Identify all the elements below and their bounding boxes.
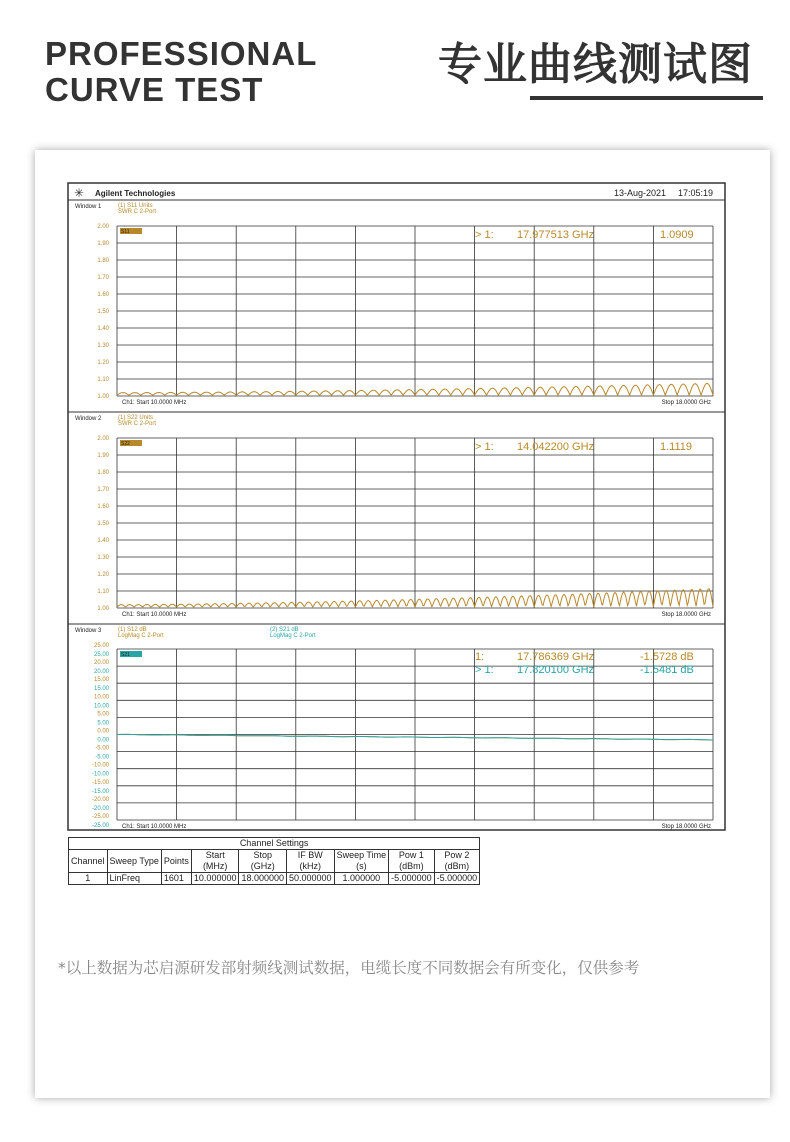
channel-settings-table: [68, 837, 480, 885]
header-line2: (MHz): [202, 861, 228, 871]
agilent-logo-icon: ✳: [74, 186, 85, 200]
header-line2: (dBm): [444, 861, 470, 871]
header-line2: (dBm): [399, 861, 424, 871]
header-line1: Pow 2: [444, 850, 470, 860]
y-tick-label: 2.00: [97, 436, 109, 442]
y-tick-label: 1.00: [97, 394, 109, 400]
table-row: [69, 873, 480, 885]
title-cn: 专业曲线测试图: [438, 39, 753, 90]
trace-format: SWR C 2-Port: [118, 209, 157, 215]
table-cell: 1.000000: [334, 873, 389, 885]
y-tick-label: 2.00: [97, 224, 109, 230]
table-cell: 1601: [161, 873, 191, 885]
header-line1: Sweep Type: [109, 855, 159, 866]
table-cell: -5.000000: [434, 873, 480, 885]
table-title: Channel Settings: [69, 838, 480, 850]
start-label: Ch1: Start 10.0000 MHz: [122, 612, 187, 618]
header-line1: Start: [205, 850, 225, 860]
y-tick-label: 25.00: [93, 643, 109, 649]
title-en-line2: CURVE TEST: [45, 71, 264, 108]
y-tick-label-2: 25.00: [93, 652, 109, 658]
table-cell: 18.000000: [239, 873, 287, 885]
y-tick-label: 1.50: [97, 309, 109, 315]
table-header-cell: [239, 850, 287, 873]
header-line1: Points: [163, 855, 189, 866]
header-line1: IF BW: [297, 850, 323, 860]
table-header-cell: [107, 850, 161, 873]
marker-value: -1.5728 dB: [640, 651, 694, 663]
table-header-cell: [389, 850, 435, 873]
marker-label: > 1:: [475, 441, 494, 453]
y-tick-label-2: 15.00: [93, 686, 109, 693]
y-tick-label-2: 5.00: [97, 720, 109, 727]
y-tick-label: 1.70: [97, 487, 109, 493]
trace-label: (1) S12 dB: [118, 627, 147, 633]
y-tick-label: 1.70: [97, 275, 109, 281]
date: 13-Aug-2021: [614, 188, 667, 198]
start-label: Ch1: Start 10.0000 MHz: [122, 400, 187, 406]
y-tick-label: 15.00: [93, 677, 109, 684]
table-cell: 10.000000: [191, 873, 239, 885]
y-tick-label: 1.90: [97, 453, 109, 459]
y-tick-label: 1.60: [97, 504, 109, 510]
y-tick-label-2: -10.00: [91, 771, 109, 778]
y-tick-label: 5.00: [97, 711, 109, 718]
header-line2: (kHz): [299, 861, 322, 871]
y-tick-label: 1.20: [97, 572, 109, 578]
table-header-cell: [161, 850, 191, 873]
table-header-cell: [69, 850, 108, 873]
y-tick-label: 1.30: [97, 555, 109, 561]
header-line1: Sweep Time: [336, 850, 387, 860]
y-tick-label: -25.00: [91, 814, 109, 820]
y-tick-label: -15.00: [91, 779, 109, 786]
marker-freq: 14.042200 GHz: [517, 441, 595, 453]
y-tick-label: 0.00: [97, 728, 109, 735]
y-tick-label: -5.00: [95, 745, 109, 752]
footnote: *以上数据为芯启源研发部射频线测试数据，电缆长度不同数据会有所变化，仅供参考: [58, 959, 640, 977]
trace-label: (1) S11 Units: [118, 203, 153, 209]
y-tick-label-2: 10.00: [93, 703, 109, 710]
table-header-cell: [191, 850, 239, 873]
marker-value: -1.5481 dB: [640, 664, 694, 676]
stop-label: Stop 18.0000 GHz: [661, 400, 711, 406]
trace2-label: (2) S21 dB: [270, 627, 299, 633]
marker-label: > 1:: [475, 229, 494, 241]
y-tick-label-2: 20.00: [93, 669, 109, 676]
header-line2: (s): [356, 861, 367, 871]
y-tick-label: 1.40: [97, 538, 109, 544]
y-tick-label: 1.00: [97, 606, 109, 612]
y-tick-label: 1.10: [97, 377, 109, 383]
y-tick-label: -10.00: [91, 762, 109, 769]
marker-freq: 17.977513 GHz: [517, 229, 595, 241]
y-tick-label: 1.20: [97, 360, 109, 366]
start-label: Ch1: Start 10.0000 MHz: [122, 824, 187, 830]
table-header-cell: [434, 850, 480, 873]
table-cell: 50.000000: [287, 873, 335, 885]
trace2-format: LogMag C 2-Port: [270, 633, 316, 639]
y-tick-label: 1.30: [97, 343, 109, 349]
y-tick-label-2: 0.00: [97, 737, 109, 744]
table-header-cell: [287, 850, 335, 873]
header-line1: Pow 1: [398, 850, 424, 860]
trace-format: SWR C 2-Port: [118, 421, 157, 427]
trace-label: (1) S22 Units: [118, 415, 154, 421]
y-tick-label: 20.00: [93, 660, 109, 667]
table-header-row: [69, 850, 480, 873]
table-cell: LinFreq: [107, 873, 161, 885]
y-tick-label-2: -5.00: [95, 754, 109, 761]
trace-tag-label: S21: [121, 652, 130, 658]
marker-freq: 17.820100 GHz: [517, 664, 595, 676]
y-tick-label: 1.10: [97, 589, 109, 595]
title-en-line1: PROFESSIONAL: [45, 35, 318, 72]
table-header-cell: [334, 850, 389, 873]
y-tick-label: 1.80: [97, 470, 109, 476]
header-line2: (GHz): [250, 861, 275, 871]
trace-tag-label: S22: [121, 441, 130, 447]
header-line1: Stop: [253, 850, 272, 860]
stop-label: Stop 18.0000 GHz: [661, 612, 711, 618]
y-tick-label: 10.00: [93, 694, 109, 701]
marker-freq: 17.786369 GHz: [517, 651, 595, 663]
y-tick-label: 1.90: [97, 241, 109, 247]
table-cell: 1: [69, 873, 108, 885]
marker-label: > 1:: [475, 664, 494, 676]
y-tick-label-2: -25.00: [91, 823, 109, 829]
y-tick-label: 1.80: [97, 258, 109, 264]
window-label: Window 1: [75, 204, 102, 210]
y-tick-label-2: -15.00: [91, 788, 109, 795]
marker-label: 1:: [475, 651, 485, 663]
time: 17:05:19: [678, 188, 714, 198]
marker-value: 1.1119: [660, 441, 693, 453]
window-label: Window 2: [75, 416, 102, 422]
instrument-frame: [68, 183, 725, 830]
header-line1: Channel: [71, 855, 105, 866]
y-tick-label: 1.60: [97, 292, 109, 298]
y-tick-label: -20.00: [91, 796, 109, 803]
stop-label: Stop 18.0000 GHz: [661, 824, 711, 830]
trace-format: LogMag C 2-Port: [118, 633, 164, 639]
y-tick-label: 1.40: [97, 326, 109, 332]
table-cell: -5.000000: [389, 873, 435, 885]
marker-value: 1.0909: [660, 229, 694, 241]
window-label: Window 3: [75, 628, 102, 634]
brand: Agilent Technologies: [95, 189, 176, 198]
y-tick-label: 1.50: [97, 521, 109, 527]
y-tick-label-2: -20.00: [91, 805, 109, 812]
trace-tag-label: S11: [121, 229, 130, 235]
